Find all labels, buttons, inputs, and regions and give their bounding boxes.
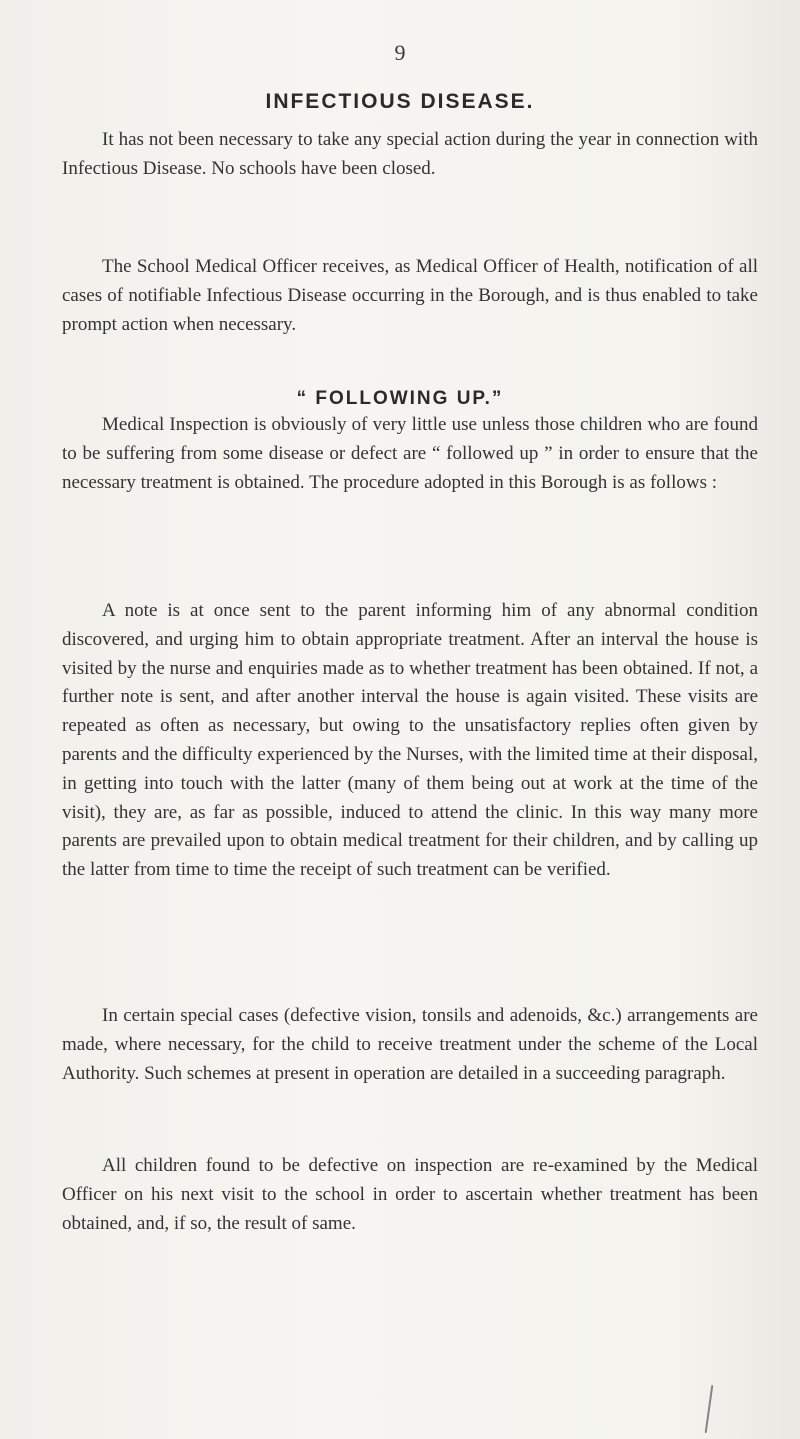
paragraph-re-examination: All children found to be defective on inspection are re-examined by the Medical Officer on his next visit to the school in order to ascertain whether treatment has been obtained, and, if so, the result of same. [62, 1155, 758, 1234]
heading-infectious-disease: INFECTIOUS DISEASE. [265, 90, 535, 113]
paragraph-notification: The School Medical Officer receives, as Medical Officer of Health, notification of all cases of notifiable Infectious Disease occurring in the Borough, and is thus enabled to take prompt action when necessary. [62, 256, 758, 336]
paragraph-special-cases: In certain special cases (defective vision, tonsils and adenoids, &c.) arrangements are made, where necessary, for the child to receive treatment under the scheme of the Local Authority. Such schemes at present in operation are detailed in a succeeding paragraph. [62, 1005, 758, 1084]
paragraph-procedure: A note is at once sent to the parent informing him of any abnormal condition discovered, and urging him to obtain appropriate treatment. After an interval the house is visited by the nurse and enquiries made as to whether treatment has been obtained. If not, a further note is sent, and after another interval the house is again visited. These visits are repeated as often as necessary, but owing to the unsatisfactory replies often given by parents and the difficulty experienced by the Nurses, with the limited time at their disposal, in getting into touch with the latter (many of them being out at work at the time of the visit), they are, as far as possible, induced to attend the clinic. In this way many more parents are prevailed upon to obtain medical treatment for their children, and by calling up the latter from time to time the receipt of such treatment can be verified. [62, 600, 758, 881]
heading-following-up: “ FOLLOWING UP.” [296, 388, 504, 409]
paragraph-no-special-action: It has not been necessary to take any special action during the year in connection with Infectious Disease. No schools have been closed. [62, 129, 758, 180]
paragraph-medical-inspection: Medical Inspection is obviously of very little use unless those children who are found to be suffering from some disease or defect are “ followed up ” in order to ensure that the necessary treatment is obtained. The procedure adopted in this Borough is as follows : [62, 414, 758, 494]
page-number: 9 [394, 40, 406, 65]
pencil-mark [705, 1385, 714, 1433]
